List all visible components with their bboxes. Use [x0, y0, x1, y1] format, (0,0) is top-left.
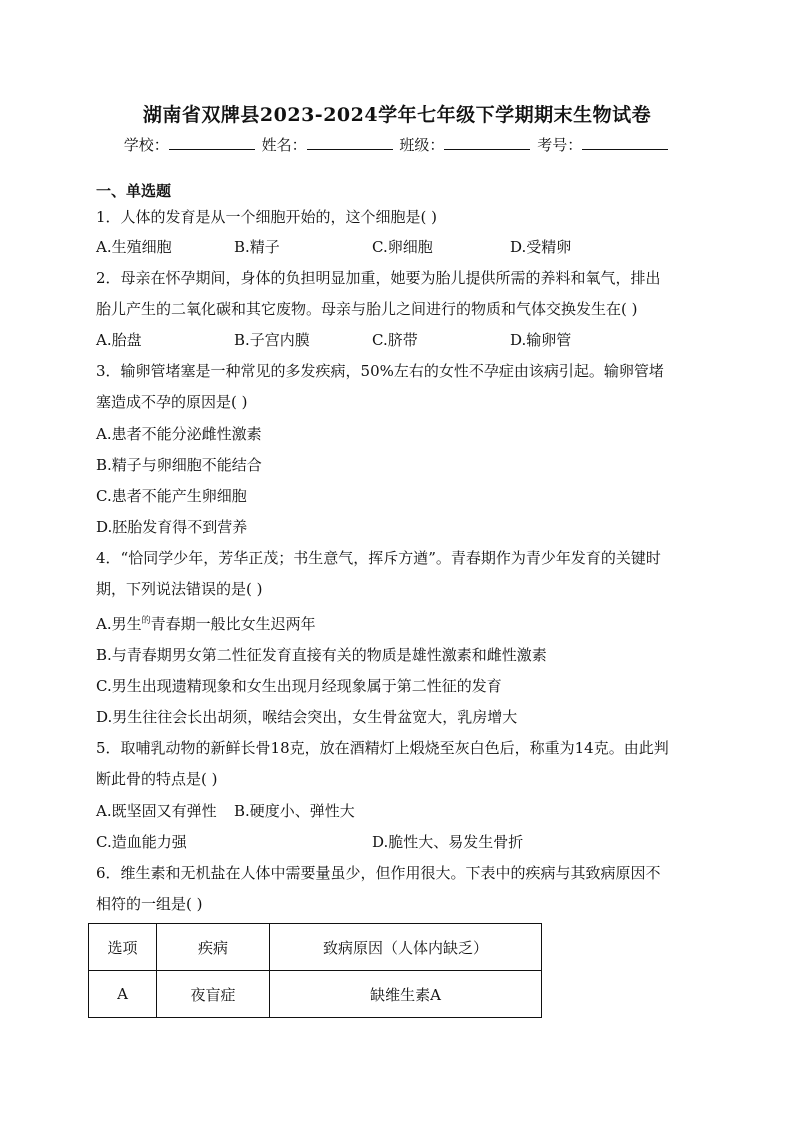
question-4-option-d: D.男生往往会长出胡须，喉结会突出，女生骨盆宽大，乳房增大 — [96, 708, 518, 726]
class-blank[interactable] — [444, 135, 530, 150]
table-cell: 缺维生素A — [270, 971, 542, 1018]
table-cell: A — [89, 971, 157, 1018]
page-title: 湖南省双牌县2023-2024学年七年级下学期期末生物试卷 — [142, 104, 652, 126]
question-4-option-a-end: 青春期一般比女生迟两年 — [150, 615, 316, 633]
question-1-option-b: B.精子 — [234, 238, 280, 256]
table-header-cell: 致病原因（人体内缺乏） — [270, 924, 542, 971]
question-2-option-b: B.子宫内膜 — [234, 331, 310, 349]
question-4-option-a-start: A.男生 — [96, 615, 142, 633]
question-5-option-d: D.脆性大、易发生骨折 — [372, 833, 524, 851]
question-5-option-c: C.造血能力强 — [96, 833, 187, 851]
question-6-table — [88, 923, 542, 1018]
question-2-stem-line-2: 胎儿产生的二氧化碳和其它废物。母亲与胎儿之间进行的物质和气体交换发生在( ) — [96, 300, 638, 318]
table-header-row — [89, 924, 542, 971]
question-5-option-b: B.硬度小、弹性大 — [234, 802, 355, 820]
table-cell: 夜盲症 — [157, 971, 270, 1018]
question-2-option-d: D.输卵管 — [510, 331, 572, 349]
question-4-option-a — [96, 613, 316, 634]
question-5-stem-line-1: 5．取哺乳动物的新鲜长骨18克，放在酒精灯上煅烧至灰白色后，称重为14克。由此判 — [96, 739, 669, 757]
question-5-option-a: A.既坚固又有弹性 — [96, 802, 217, 820]
question-2-option-c: C.脐带 — [372, 331, 418, 349]
school-blank[interactable] — [169, 135, 255, 150]
question-1-option-a: A.生殖细胞 — [96, 238, 172, 256]
question-4-option-b: B.与青春期男女第二性征发育直接有关的物质是雄性激素和雌性激素 — [96, 646, 547, 664]
table-header-cell: 选项 — [89, 924, 157, 971]
name-label: 姓名： — [261, 136, 307, 154]
question-3-option-a: A.患者不能分泌雌性激素 — [96, 425, 262, 443]
question-3-stem-line-1: 3．输卵管堵塞是一种常见的多发疾病，50%左右的女性不孕症由该病引起。输卵管堵 — [96, 362, 664, 380]
question-1-stem: 1．人体的发育是从一个细胞开始的，这个细胞是( ) — [96, 208, 438, 226]
section-heading: 一、单选题 — [96, 182, 172, 200]
question-3-option-d: D.胚胎发育得不到营养 — [96, 518, 248, 536]
question-4-option-c: C.男生出现遗精现象和女生出现月经现象属于第二性征的发育 — [96, 677, 502, 695]
question-2-option-a: A.胎盘 — [96, 331, 142, 349]
question-6-stem-line-2: 相符的一组是( ) — [96, 895, 203, 913]
student-info-row — [0, 134, 794, 155]
question-3-option-b: B.精子与卵细胞不能结合 — [96, 456, 262, 474]
question-4-stem-line-1: 4．“恰同学少年，芳华正茂；书生意气，挥斥方遒”。青春期作为青少年发育的关键时 — [96, 549, 661, 567]
table-header-cell: 疾病 — [157, 924, 270, 971]
question-3-stem-line-2: 塞造成不孕的原因是( ) — [96, 393, 248, 411]
table-row — [89, 971, 542, 1018]
question-2-stem-line-1: 2．母亲在怀孕期间，身体的负担明显加重，她要为胎儿提供所需的养料和氧气，排出 — [96, 269, 661, 287]
question-3-option-c: C.患者不能产生卵细胞 — [96, 487, 247, 505]
question-4-stem-line-2: 期，下列说法错误的是( ) — [96, 580, 263, 598]
question-4-option-a-superscript: 的 — [141, 616, 151, 626]
school-label: 学校： — [123, 136, 169, 154]
exam-number-label: 考号： — [537, 136, 583, 154]
question-1-option-c: C.卵细胞 — [372, 238, 433, 256]
question-1-option-d: D.受精卵 — [510, 238, 572, 256]
question-5-stem-line-2: 断此骨的特点是( ) — [96, 770, 218, 788]
class-label: 班级： — [399, 136, 445, 154]
exam-number-blank[interactable] — [582, 135, 668, 150]
name-blank[interactable] — [307, 135, 393, 150]
question-6-stem-line-1: 6．维生素和无机盐在人体中需要量虽少，但作用很大。下表中的疾病与其致病原因不 — [96, 864, 661, 882]
